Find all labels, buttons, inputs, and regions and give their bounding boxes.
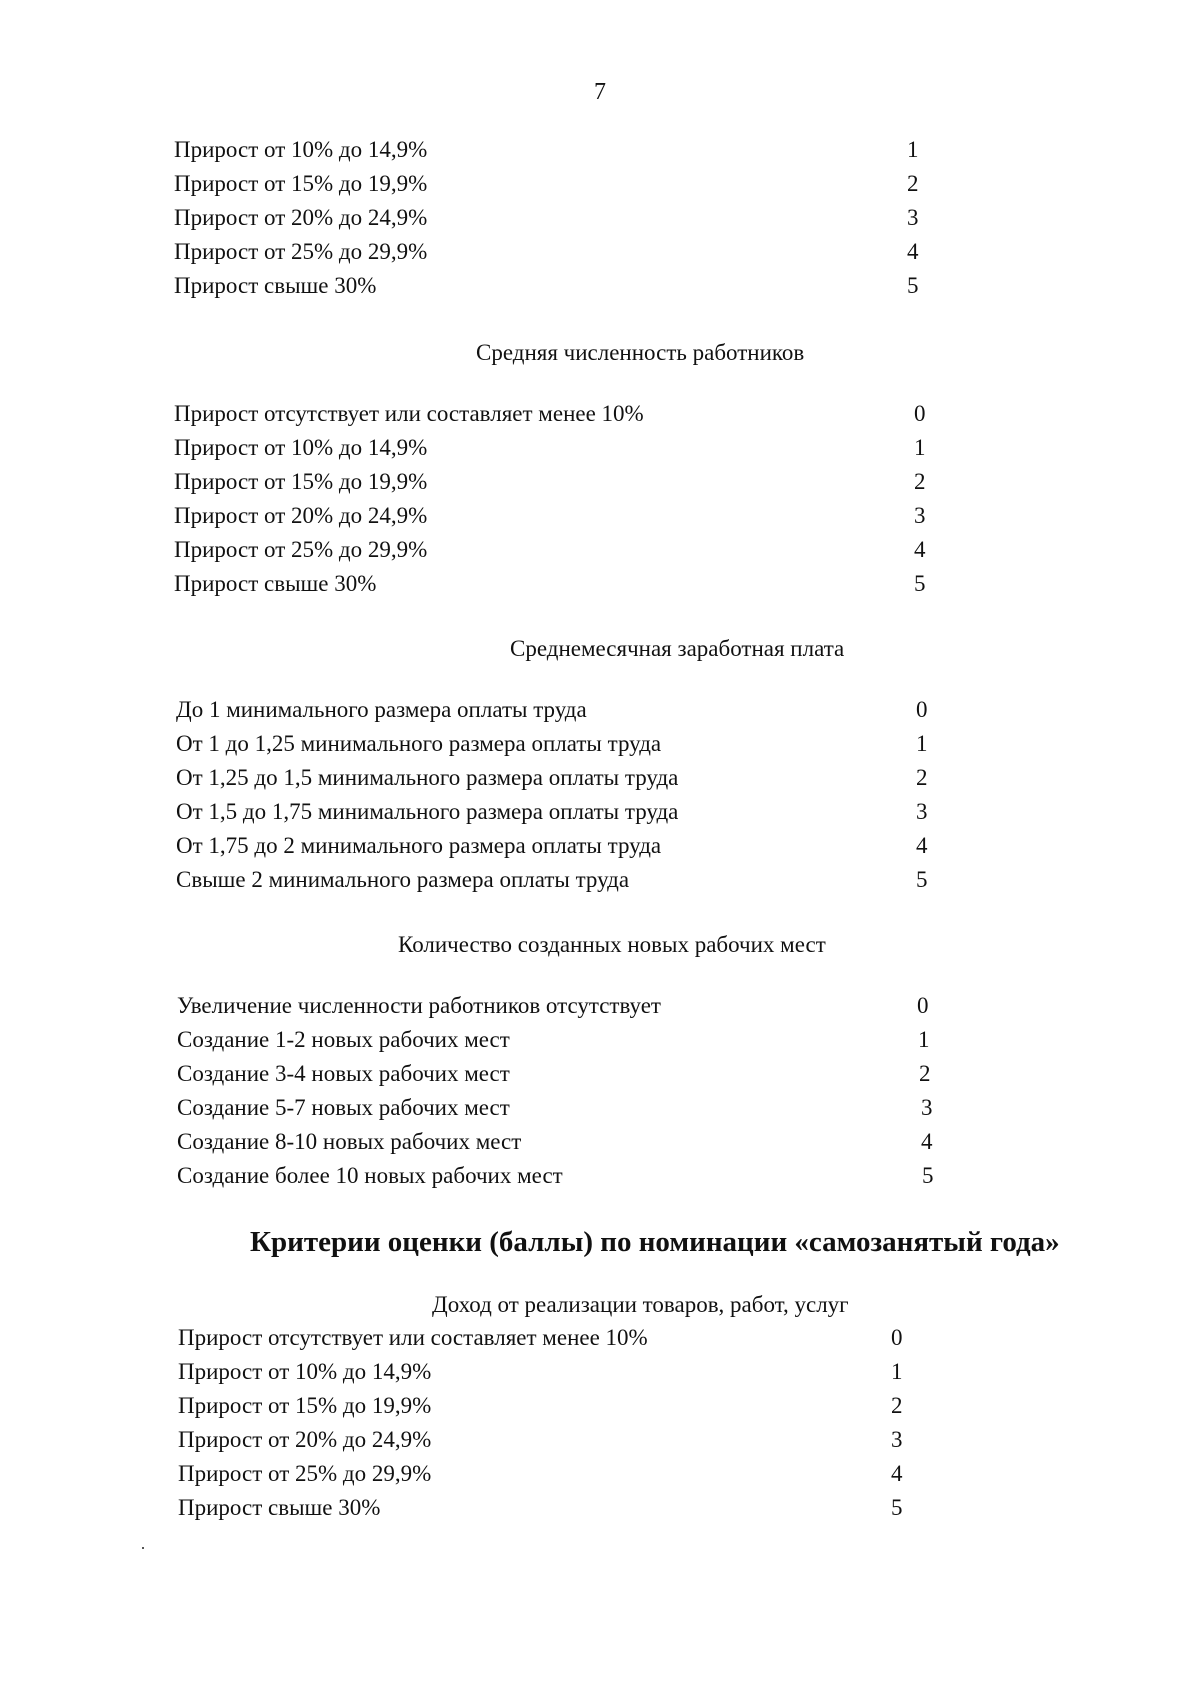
criteria-row [0, 201, 1200, 235]
criteria-label: Прирост от 15% до 19,9% [178, 1393, 432, 1418]
criteria-score: 4 [907, 239, 919, 264]
criteria-label: Свыше 2 минимального размера оплаты труда [176, 867, 630, 892]
criteria-label: Прирост свыше 30% [178, 1495, 381, 1520]
criteria-label: Прирост от 10% до 14,9% [174, 435, 428, 460]
criteria-score: 0 [917, 993, 929, 1018]
criteria-score: 0 [916, 697, 928, 722]
scan-speck [142, 1547, 144, 1549]
criteria-row [0, 1423, 1200, 1457]
section-heading-employees: Средняя численность работников [476, 340, 805, 365]
criteria-row [0, 989, 1200, 1023]
criteria-label: Прирост от 20% до 24,9% [174, 503, 428, 528]
criteria-label: Прирост от 10% до 14,9% [178, 1359, 432, 1384]
criteria-score: 2 [891, 1393, 903, 1418]
criteria-label: Прирост от 25% до 29,9% [178, 1461, 432, 1486]
criteria-label: Создание 8-10 новых рабочих мест [177, 1129, 522, 1154]
criteria-label: Прирост от 10% до 14,9% [174, 137, 428, 162]
criteria-score: 4 [914, 537, 926, 562]
criteria-row [0, 1125, 1200, 1159]
criteria-label: Прирост от 20% до 24,9% [174, 205, 428, 230]
section-income [0, 1321, 1200, 1525]
criteria-row [0, 397, 1200, 431]
criteria-row [0, 431, 1200, 465]
criteria-row [0, 1457, 1200, 1491]
criteria-score: 5 [922, 1163, 934, 1188]
criteria-row [0, 1091, 1200, 1125]
criteria-label: Прирост отсутствует или составляет менее 10% [178, 1325, 648, 1350]
section-heading-income: Доход от реализации товаров, работ, услуг [432, 1292, 849, 1317]
criteria-label: От 1 до 1,25 минимального размера оплаты труда [176, 731, 662, 756]
criteria-score: 1 [916, 731, 928, 756]
criteria-label: Создание 3-4 новых рабочих мест [177, 1061, 510, 1086]
criteria-label: Создание более 10 новых рабочих мест [177, 1163, 563, 1188]
criteria-row [0, 863, 1200, 897]
criteria-score: 5 [907, 273, 919, 298]
criteria-label: От 1,5 до 1,75 минимального размера оплаты труда [176, 799, 679, 824]
criteria-row [0, 829, 1200, 863]
criteria-score: 1 [918, 1027, 930, 1052]
criteria-row [0, 761, 1200, 795]
criteria-score: 3 [914, 503, 926, 528]
criteria-row [0, 1355, 1200, 1389]
criteria-label: Прирост свыше 30% [174, 571, 377, 596]
criteria-score: 2 [907, 171, 919, 196]
criteria-label: Создание 5-7 новых рабочих мест [177, 1095, 510, 1120]
criteria-score: 3 [907, 205, 919, 230]
criteria-score: 5 [916, 867, 928, 892]
section-salary [0, 693, 1200, 897]
criteria-label: Увеличение численности работников отсутствует [177, 993, 661, 1018]
criteria-row [0, 727, 1200, 761]
criteria-score: 3 [921, 1095, 933, 1120]
criteria-row [0, 795, 1200, 829]
criteria-row [0, 167, 1200, 201]
criteria-row [0, 1023, 1200, 1057]
section-new-jobs [0, 989, 1200, 1193]
nomination-heading: Критерии оценки (баллы) по номинации «самозанятый года» [250, 1226, 1060, 1258]
criteria-score: 0 [914, 401, 926, 426]
criteria-label: До 1 минимального размера оплаты труда [176, 697, 587, 722]
criteria-label: Прирост от 15% до 19,9% [174, 171, 428, 196]
criteria-row [0, 693, 1200, 727]
criteria-label: Создание 1-2 новых рабочих мест [177, 1027, 510, 1052]
criteria-label: От 1,75 до 2 минимального размера оплаты труда [176, 833, 662, 858]
criteria-score: 1 [914, 435, 926, 460]
criteria-score: 5 [891, 1495, 903, 1520]
criteria-row [0, 1057, 1200, 1091]
criteria-row [0, 499, 1200, 533]
criteria-row [0, 269, 1200, 303]
section-heading-salary: Среднемесячная заработная плата [510, 636, 845, 661]
criteria-score: 3 [916, 799, 928, 824]
criteria-score: 2 [919, 1061, 931, 1086]
criteria-score: 4 [891, 1461, 903, 1486]
criteria-row [0, 1159, 1200, 1193]
criteria-label: Прирост от 20% до 24,9% [178, 1427, 432, 1452]
criteria-score: 3 [891, 1427, 903, 1452]
criteria-score: 4 [921, 1129, 933, 1154]
criteria-row [0, 1389, 1200, 1423]
criteria-row [0, 1321, 1200, 1355]
criteria-score: 1 [891, 1359, 903, 1384]
criteria-label: От 1,25 до 1,5 минимального размера оплаты труда [176, 765, 679, 790]
section-growth-continuation [0, 133, 1200, 303]
criteria-row [0, 235, 1200, 269]
page-number: 7 [594, 79, 606, 105]
criteria-row [0, 133, 1200, 167]
criteria-label: Прирост от 15% до 19,9% [174, 469, 428, 494]
criteria-score: 0 [891, 1325, 903, 1350]
criteria-label: Прирост от 25% до 29,9% [174, 239, 428, 264]
criteria-label: Прирост от 25% до 29,9% [174, 537, 428, 562]
criteria-label: Прирост свыше 30% [174, 273, 377, 298]
criteria-score: 5 [914, 571, 926, 596]
criteria-row [0, 567, 1200, 601]
criteria-score: 2 [914, 469, 926, 494]
section-heading-new-jobs: Количество созданных новых рабочих мест [398, 932, 826, 957]
criteria-row [0, 533, 1200, 567]
criteria-score: 4 [916, 833, 928, 858]
section-employees [0, 397, 1200, 601]
criteria-score: 2 [916, 765, 928, 790]
criteria-label: Прирост отсутствует или составляет менее 10% [174, 401, 644, 426]
criteria-row [0, 1491, 1200, 1525]
criteria-score: 1 [907, 137, 919, 162]
criteria-row [0, 465, 1200, 499]
